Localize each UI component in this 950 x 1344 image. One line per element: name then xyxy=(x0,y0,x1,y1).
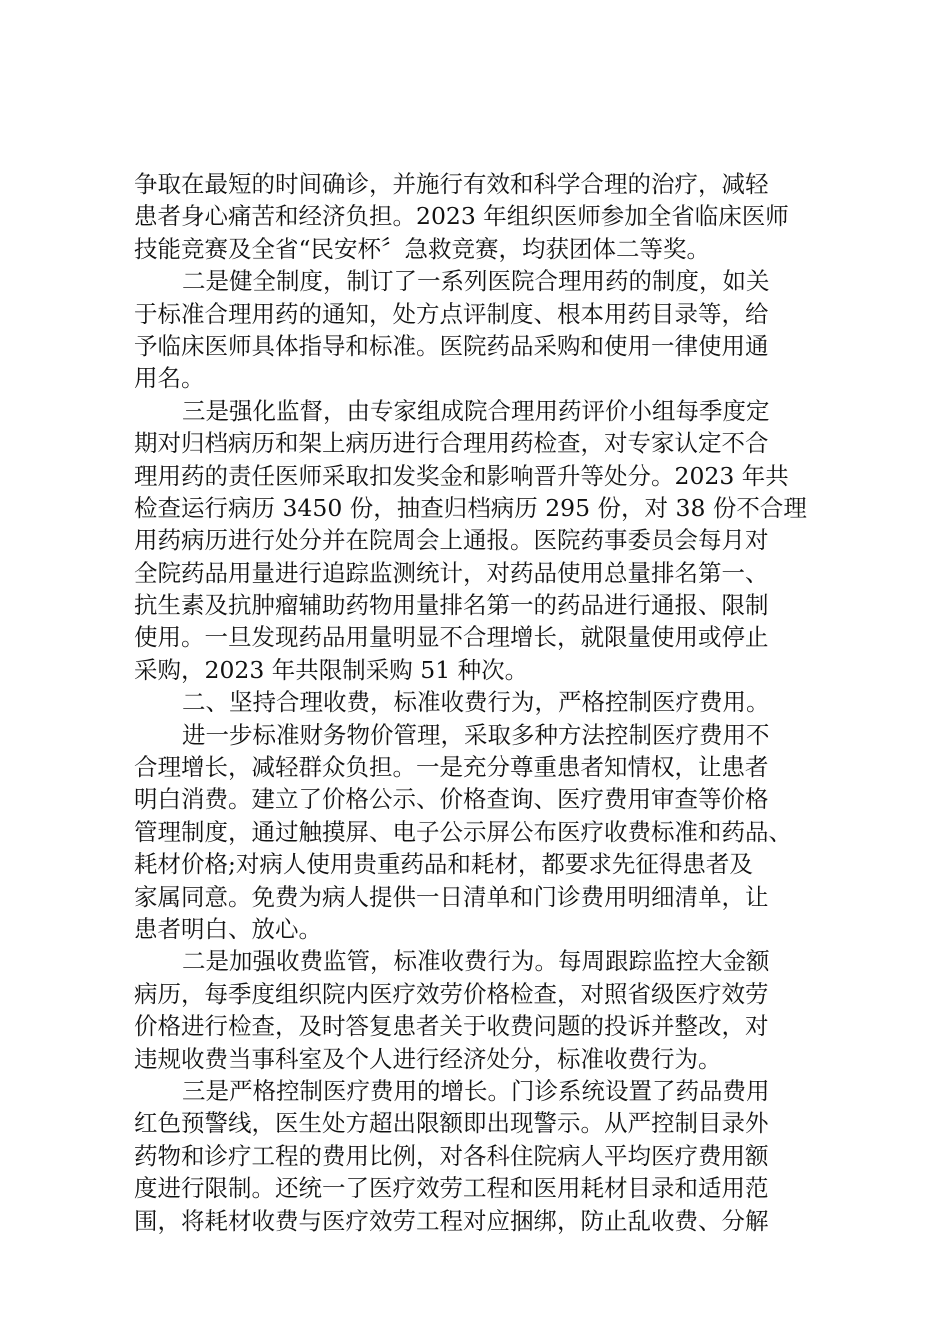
text-line: 期对归档病历和架上病历进行合理用药检查，对专家认定不合 xyxy=(134,429,769,458)
text-line: 管理制度，通过触摸屏、电子公示屏公布医疗收费标准和药品、 xyxy=(134,817,792,846)
text-line: 全院药品用量进行追踪监测统计，对药品使用总量排名第一、 xyxy=(134,558,769,587)
text-line: 家属同意。免费为病人提供一日清单和门诊费用明细清单，让 xyxy=(134,882,769,911)
text-line: 明白消费。建立了价格公示、价格查询、医疗费用审查等价格 xyxy=(134,785,769,814)
text-line: 患者身心痛苦和经济负担。2023 年组织医师参加全省临床医师 xyxy=(134,202,789,231)
paragraph-first-line: 三是严格控制医疗费用的增长。门诊系统设置了药品费用 xyxy=(182,1076,770,1105)
text-line: 理用药的责任医师采取扣发奖金和影响晋升等处分。2023 年共 xyxy=(134,461,789,490)
text-line: 用名。 xyxy=(134,364,205,393)
paragraph-first-line: 二、坚持合理收费，标准收费行为，严格控制医疗费用。 xyxy=(182,688,770,717)
text-line: 于标准合理用药的通知，处方点评制度、根本用药目录等，给 xyxy=(134,299,769,328)
text-line: 红色预警线，医生处方超出限额即出现警示。从严控制目录外 xyxy=(134,1109,769,1138)
text-line: 度进行限制。还统一了医疗效劳工程和医用耗材目录和适用范 xyxy=(134,1174,769,1203)
text-line: 病历，每季度组织院内医疗效劳价格检查，对照省级医疗效劳 xyxy=(134,979,769,1008)
text-line: 使用。一旦发现药品用量明显不合理增长，就限量使用或停止 xyxy=(134,623,769,652)
text-line: 患者明白、放心。 xyxy=(134,914,322,943)
text-line: 违规收费当事科室及个人进行经济处分，标准收费行为。 xyxy=(134,1044,722,1073)
document-body xyxy=(134,168,824,1237)
paragraph-first-line: 三是强化监督，由专家组成院合理用药评价小组每季度定 xyxy=(182,396,770,425)
text-line: 合理增长，减轻群众负担。一是充分尊重患者知情权，让患者 xyxy=(134,753,769,782)
text-line: 抗生素及抗肿瘤辅助药物用量排名第一的药品进行通报、限制 xyxy=(134,591,769,620)
paragraph-first-line: 二是加强收费监管，标准收费行为。每周跟踪监控大金额 xyxy=(182,947,770,976)
text-line: 检查运行病历 3450 份，抽查归档病历 295 份，对 38 份不合理 xyxy=(134,493,807,522)
text-line: 药物和诊疗工程的费用比例，对各科住院病人平均医疗费用额 xyxy=(134,1141,769,1170)
paragraph-first-line: 二是健全制度，制订了一系列医院合理用药的制度，如关 xyxy=(182,267,770,296)
paragraph-first-line: 进一步标准财务物价管理，采取多种方法控制医疗费用不 xyxy=(182,720,770,749)
text-line: 采购，2023 年共限制采购 51 种次。 xyxy=(134,655,529,684)
text-line: 予临床医师具体指导和标准。医院药品采购和使用一律使用通 xyxy=(134,331,769,360)
text-line: 争取在最短的时间确诊，并施行有效和科学合理的治疗，减轻 xyxy=(134,170,769,198)
text-line: 耗材价格;对病人使用贵重药品和耗材，都要求先征得患者及 xyxy=(134,850,753,879)
text-line: 围，将耗材收费与医疗效劳工程对应捆绑，防止乱收费、分解 xyxy=(134,1206,769,1235)
text-line: 用药病历进行处分并在院周会上通报。医院药事委员会每月对 xyxy=(134,526,769,555)
text-line: 价格进行检查，及时答复患者关于收费问题的投诉并整改，对 xyxy=(134,1012,769,1041)
text-line: 技能竞赛及全省“民安杯〞急救竞赛，均获团体二等奖。 xyxy=(134,234,711,263)
